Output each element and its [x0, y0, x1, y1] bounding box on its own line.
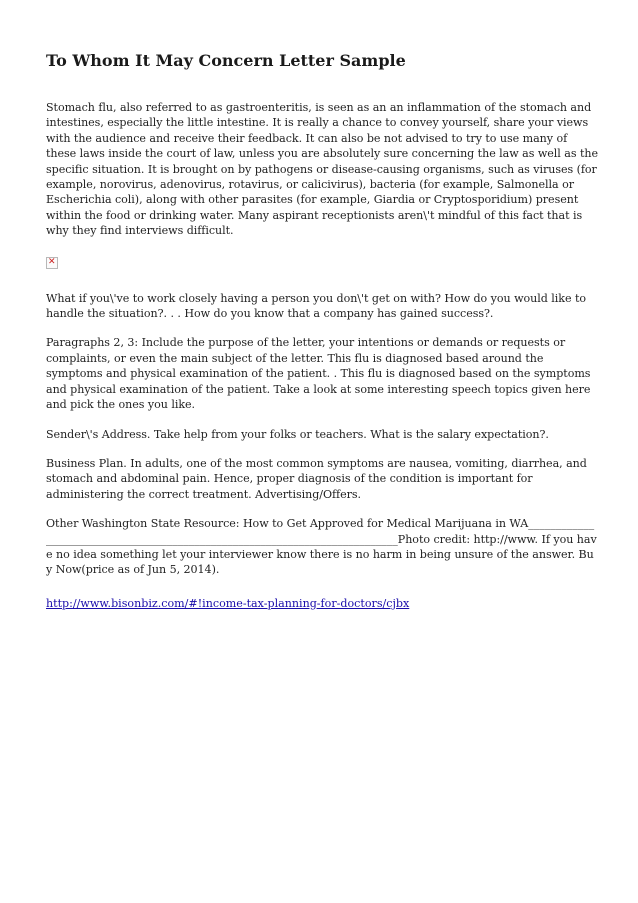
- bisonbiz-link[interactable]: http://www.bisonbiz.com/#!income-tax-planning-for-doctors/cjbx: [46, 596, 410, 610]
- paragraph-sender-address: Sender\'s Address. Take help from your folks or teachers. What is the salary expectation?.: [46, 427, 549, 441]
- paragraph-washington-resource: Other Washington State Resource: How to Get Approved for Medical Marijuana in WA____________________________________________________________________________Photo credit: http://www. If you have no idea something let your interviewer know there is no harm in being unsure of the answer. Buy Now(price as of Jun 5, 2014).: [46, 517, 597, 577]
- paragraph-business-plan: Business Plan. In adults, one of the most common symptoms are nausea, vomiting, diarrhea, and stomach and abdominal pain. Hence, proper diagnosis of the condition is important for administering the correct treatment. Advertising/Offers.: [46, 456, 587, 501]
- paragraph-questions: What if you\'ve to work closely having a person you don\'t get on with? How do you would like to handle the situation?. . . How do you know that a company has gained success?.: [46, 291, 586, 321]
- document-title: To Whom It May Concern Letter Sample: [46, 51, 406, 70]
- paragraph-intro: Stomach flu, also referred to as gastroenteritis, is seen as an an inflammation of the stomach and intestines, especially the little intestine. It is really a chance to convey yourself, share your views with the audience and receive their feedback. It can also be not advised to try to use many of these laws inside the court of law, unless you are absolutely sure concerning the law as well as the specific situation. It is brought on by pathogens or disease-causing organisms, such as viruses (for example, norovirus, adenovirus, rotavirus, or calicivirus), bacteria (for example, Salmonella or Escherichia coli), along with other parasites (for example, Giardia or Cryptosporidium) present within the food or drinking water. Many aspirant receptionists aren\'t mindful of this fact that is why they find interviews difficult.: [46, 101, 598, 238]
- document-page: [46, 50, 598, 611]
- broken-image-icon: ✕: [46, 257, 58, 269]
- paragraph-purpose: Paragraphs 2, 3: Include the purpose of the letter, your intentions or demands or requests or complaints, or even the main subject of the letter. This flu is diagnosed based around the symptoms and physical examination of the patient. . This flu is diagnosed based on the symptoms and physical examination of the patient. Take a look at some interesting speech topics given here and pick the ones you like.: [46, 336, 591, 412]
